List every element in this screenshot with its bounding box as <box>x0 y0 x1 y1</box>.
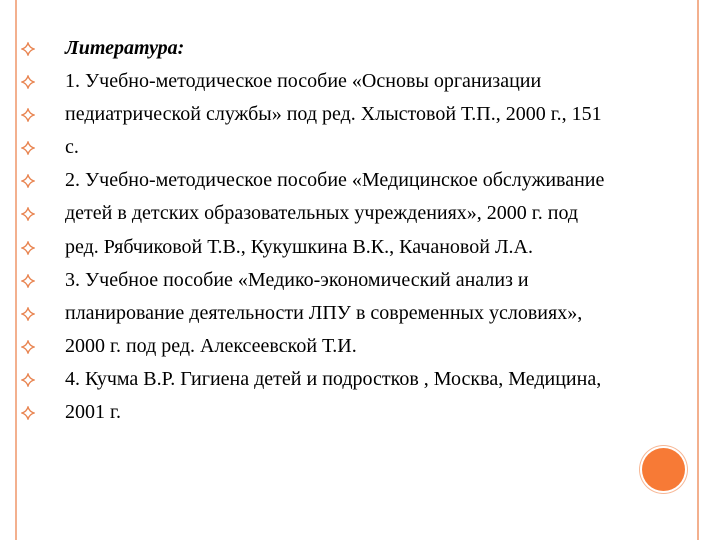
list-item-text: 3. Учебное пособие «Медико-экономический анализ и <box>65 268 529 291</box>
list-item-text: педиатрической службы» под ред. Хлыстовой Т.П., 2000 г., 151 <box>65 103 602 126</box>
bullet-icon <box>21 241 35 255</box>
list-item-text: планирование деятельности ЛПУ в современных условиях», <box>65 301 583 324</box>
bullet-icon <box>21 174 35 188</box>
list-item-text: детей в детских образовательных учреждениях», 2000 г. под <box>65 202 579 225</box>
right-frame-line <box>697 0 699 540</box>
list-item <box>21 98 604 131</box>
bullet-icon <box>21 75 35 89</box>
bullet-icon <box>21 340 35 354</box>
list-item-text: 2. Учебно-методическое пособие «Медицинское обслуживание <box>65 169 605 192</box>
left-frame-line <box>15 0 17 540</box>
bullet-icon <box>21 207 35 221</box>
list-item <box>21 65 604 98</box>
list-heading-text: Литература: <box>65 37 185 59</box>
bullet-icon <box>21 42 35 56</box>
list-item <box>21 164 604 197</box>
list-item-text: 2000 г. под ред. Алексеевской Т.И. <box>65 334 357 357</box>
list-heading <box>21 32 604 65</box>
list-item <box>21 131 604 164</box>
orange-circle-icon <box>642 448 685 491</box>
list-item <box>21 396 604 429</box>
bibliography-list <box>21 32 604 429</box>
list-item-text: 2001 г. <box>65 401 121 424</box>
list-item-text: ред. Рябчиковой Т.В., Кукушкина В.К., Качановой Л.А. <box>65 235 533 258</box>
list-item-text: 4. Кучма В.Р. Гигиена детей и подростков , Москва, Медицина, <box>65 367 602 390</box>
list-item <box>21 197 604 230</box>
list-item-text: с. <box>65 136 79 159</box>
list-item <box>21 264 604 297</box>
list-item <box>21 231 604 264</box>
bullet-icon <box>21 406 35 420</box>
list-item-text: 1. Учебно-методическое пособие «Основы организации <box>65 70 542 93</box>
bullet-icon <box>21 108 35 122</box>
bullet-icon <box>21 274 35 288</box>
list-item <box>21 363 604 396</box>
bullet-icon <box>21 141 35 155</box>
bullet-icon <box>21 373 35 387</box>
list-item <box>21 330 604 363</box>
list-item <box>21 297 604 330</box>
bullet-icon <box>21 307 35 321</box>
